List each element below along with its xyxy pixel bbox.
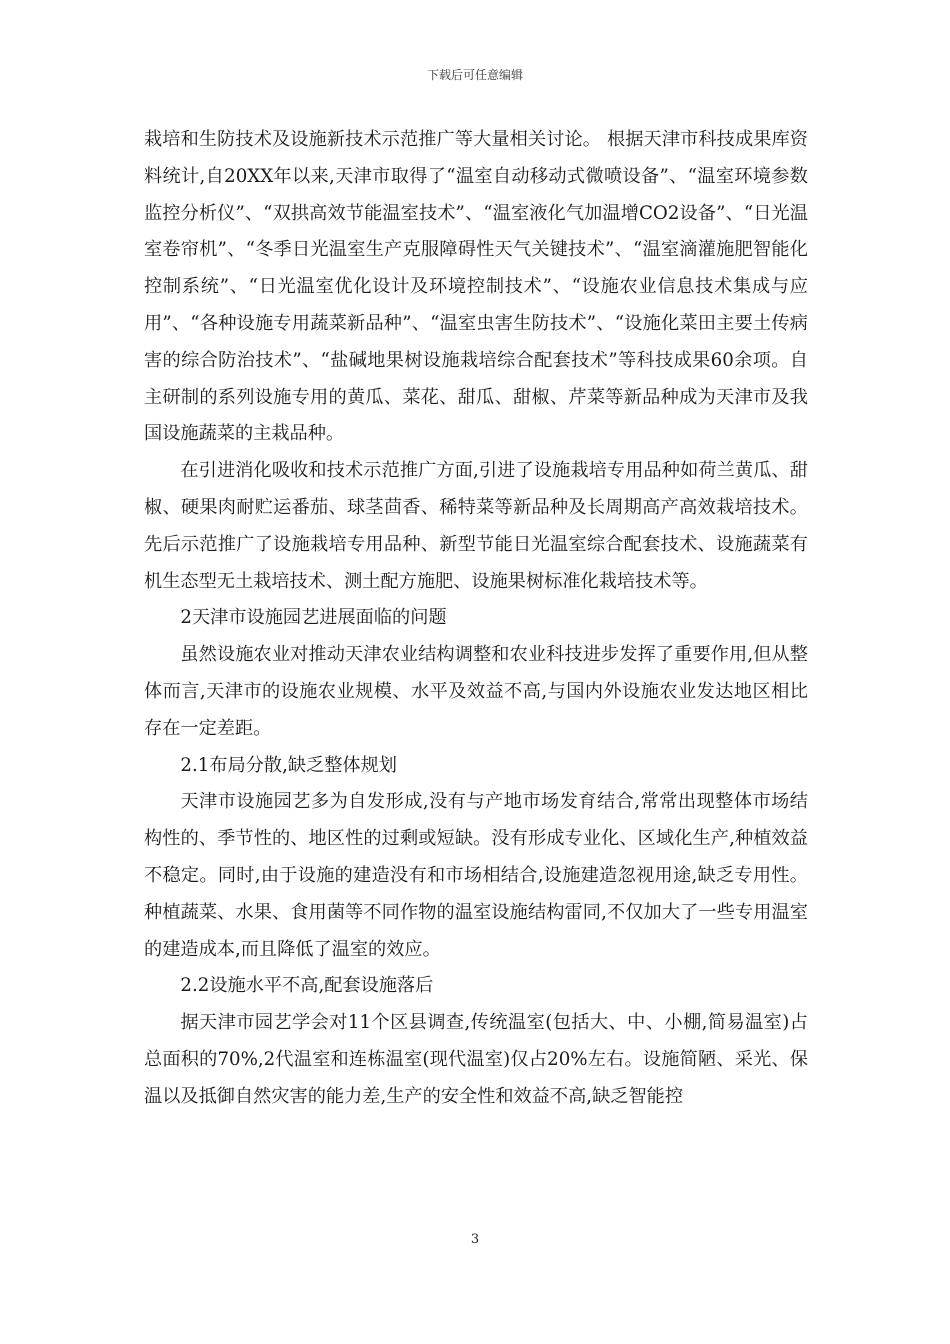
subsection-heading-facilities: 2.2设施水平不高,配套设施落后 bbox=[180, 975, 434, 997]
page-number: 3 bbox=[470, 1232, 480, 1247]
document-body bbox=[144, 122, 808, 1116]
paragraph-facilities: 据天津市园艺学会对11个区县调查,传统温室(包括大、中、小棚,简易温室)占总面积的70%,2代温室和连栋温室(现代温室)仅占20%左右。设施简陋、采光、保温以及抵御自然灾害的能力差,生产的安全性和效益不高,缺乏智能控 bbox=[144, 1012, 808, 1107]
paragraph-continuation: 栽培和生防技术及设施新技术示范推广等大量相关讨论。 根据天津市科技成果库资料统计,自20XX年以来,天津市取得了“温室自动移动式微喷设备”、“温室环境参数监控分析仪”、“双拱高效节能温室技术”、“温室液化气加温增CO2设备”、“日光温室卷帘机”、“冬季日光温室生产克服障碍性天气关键技术”、“温室滴灌施肥智能化控制系统”、“日光温室优化设计及环境控制技术”、“设施农业信息技术集成与应用”、“各种设施专用蔬菜新品种”、“温室虫害生防技术”、“设施化菜田主要土传病害的综合防治技术”、“盐碱地果树设施栽培综合配套技术”等科技成果60余项。自主研制的系列设施专用的黄瓜、菜花、甜瓜、甜椒、芹菜等新品种成为天津市及我国设施蔬菜的主栽品种。 bbox=[144, 129, 808, 445]
paragraph-layout: 天津市设施园艺多为自发形成,没有与产地市场发育结合,常常出现整体市场结构性的、季节性的、地区性的过剩或短缺。没有形成专业化、区域化生产,种植效益不稳定。同时,由于设施的建造没有和市场相结合,设施建造忽视用途,缺乏专用性。种植蔬菜、水果、食用菌等不同作物的温室设施结构雷同,不仅加大了一些专用温室的建造成本,而且降低了温室的效应。 bbox=[144, 791, 808, 960]
page-header: 下载后可任意编辑 bbox=[426, 68, 523, 82]
paragraph-introduction-techniques: 在引进消化吸收和技术示范推广方面,引进了设施栽培专用品种如荷兰黄瓜、甜椒、硬果肉耐贮运番茄、球茎茴香、稀特菜等新品种及长周期高产高效栽培技术。先后示范推广了设施栽培专用品种、新型节能日光温室综合配套技术、设施蔬菜有机生态型无土栽培技术、测土配方施肥、设施果树标准化栽培技术等。 bbox=[144, 460, 808, 592]
paragraph-overview-gap: 虽然设施农业对推动天津农业结构调整和农业科技进步发挥了重要作用,但从整体而言,天津市的设施农业规模、水平及效益不高,与国内外设施农业发达地区相比存在一定差距。 bbox=[144, 644, 808, 739]
section-heading-problems: 2天津市设施园艺进展面临的问题 bbox=[180, 607, 447, 629]
subsection-heading-layout: 2.1布局分散,缺乏整体规划 bbox=[180, 754, 397, 776]
